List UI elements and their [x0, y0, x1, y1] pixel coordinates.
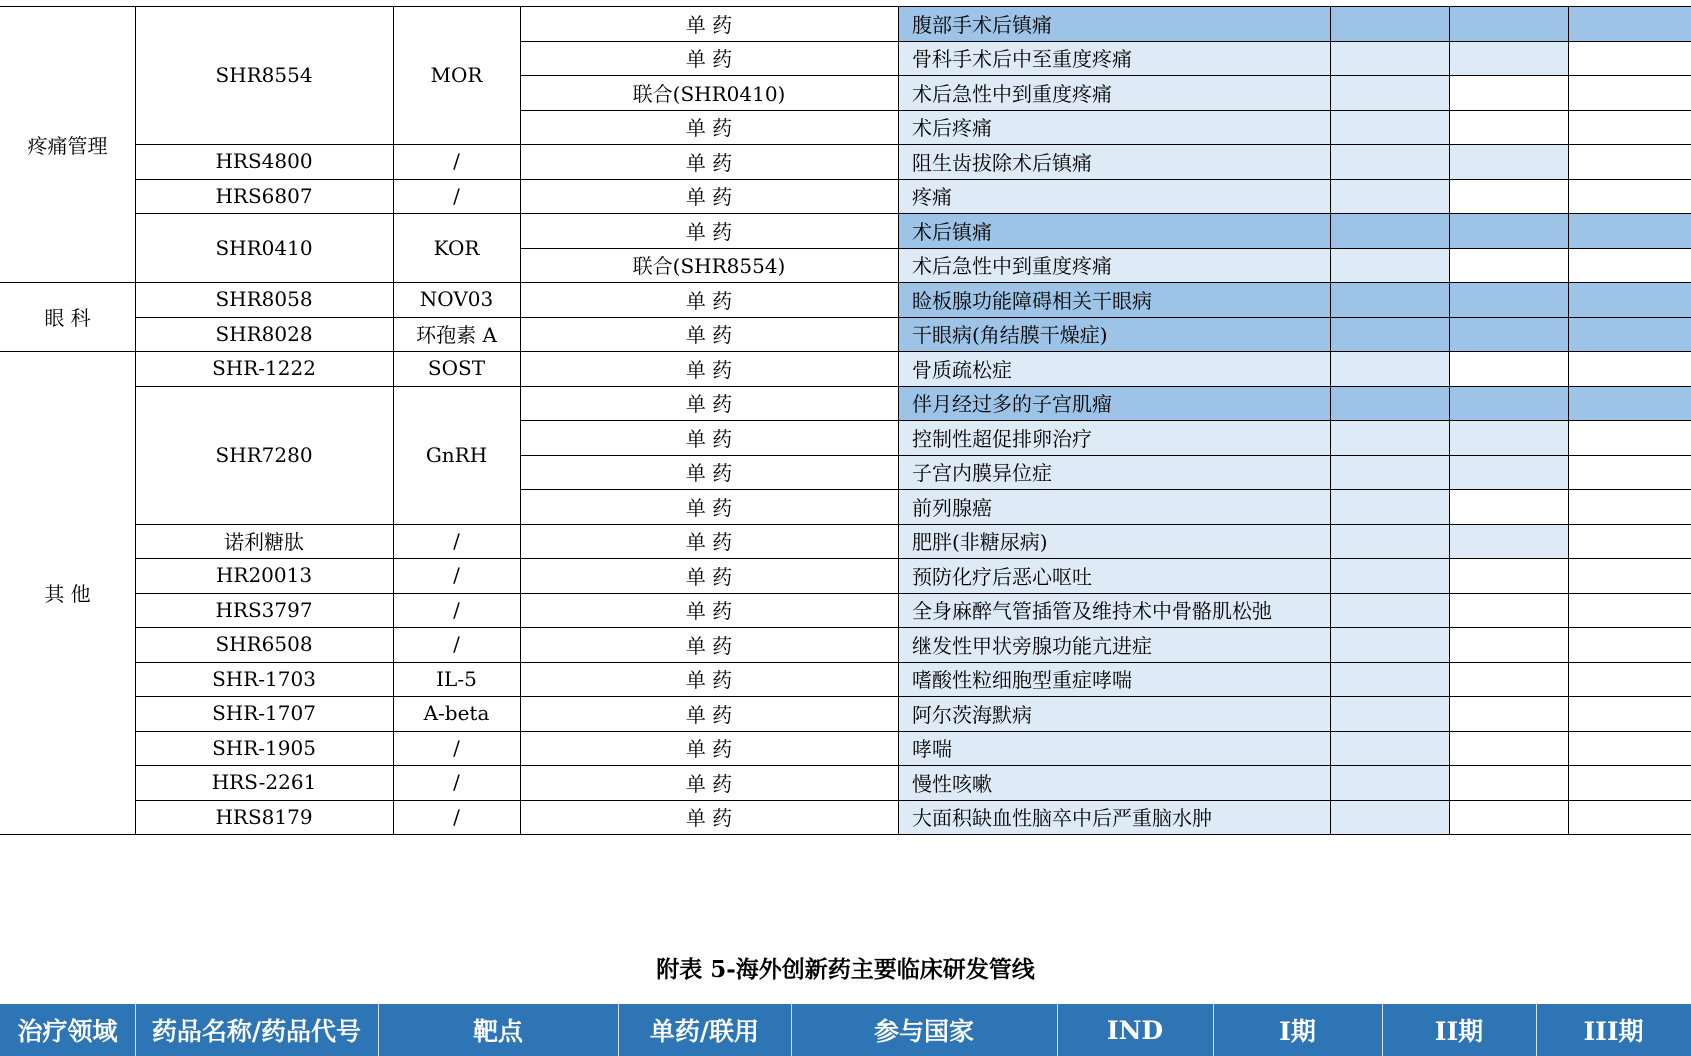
mode-cell: 单 药: [685, 564, 733, 589]
mode-cell: 联合(SHR8554): [632, 254, 786, 279]
therapy-area-cell: 眼 科: [44, 306, 91, 330]
indication-cell: 全身麻醉气管插管及维持术中骨骼肌松弛: [912, 599, 1272, 624]
drug-name-cell: SHR0410: [215, 235, 313, 260]
mode-cell: 单 药: [685, 530, 733, 555]
target-cell: /: [453, 183, 460, 208]
drug-name-cell: HRS4800: [215, 149, 313, 174]
header-divider: [791, 1004, 792, 1056]
target-cell: MOR: [430, 63, 483, 87]
mode-cell: 单 药: [685, 116, 733, 141]
indication-cell: 控制性超促排卵治疗: [912, 426, 1092, 451]
indication-cell: 阿尔茨海默病: [912, 702, 1032, 727]
drug-name-cell: SHR-1905: [212, 735, 316, 760]
mode-cell: 单 药: [685, 323, 733, 348]
indication-cell: 慢性咳嗽: [912, 771, 992, 796]
indication-cell: 嗜酸性粒细胞型重症哮喘: [912, 668, 1132, 693]
indication-cell: 术后急性中到重度疼痛: [912, 254, 1112, 279]
indication-cell: 干眼病(角结膜干燥症): [912, 323, 1108, 348]
header-divider: [1057, 1004, 1058, 1056]
header-cell: 药品名称/药品代号: [151, 1017, 362, 1046]
target-cell: /: [453, 735, 460, 760]
indication-cell: 术后镇痛: [912, 219, 992, 244]
mode-cell: 单 药: [685, 185, 733, 210]
mode-cell: 联合(SHR0410): [632, 81, 786, 106]
mode-cell: 单 药: [685, 47, 733, 72]
drug-name-cell: HRS-2261: [211, 770, 317, 795]
indication-cell: 子宫内膜异位症: [912, 461, 1052, 486]
mode-cell: 单 药: [685, 461, 733, 486]
target-cell: KOR: [433, 235, 480, 260]
target-cell: /: [453, 632, 460, 657]
indication-cell: 大面积缺血性脑卒中后严重脑水肿: [912, 806, 1212, 831]
target-cell: IL-5: [436, 666, 477, 691]
header-divider: [135, 1004, 136, 1056]
mode-cell: 单 药: [685, 219, 733, 244]
mode-cell: 单 药: [685, 426, 733, 451]
indication-cell: 伴月经过多的子宫肌瘤: [912, 392, 1112, 417]
header-divider: [1536, 1004, 1537, 1056]
target-cell: SOST: [427, 356, 486, 381]
drug-name-cell: SHR7280: [215, 442, 313, 467]
indication-cell: 前列腺癌: [912, 495, 992, 520]
mode-cell: 单 药: [685, 288, 733, 313]
header-cell: IND: [1106, 1015, 1164, 1045]
grid-line: [0, 834, 1691, 835]
target-cell: 环孢素 A: [416, 323, 497, 348]
therapy-area-cell: 其 他: [44, 582, 91, 606]
drug-name-cell: SHR-1222: [212, 356, 316, 381]
indication-cell: 术后疼痛: [912, 116, 992, 141]
indication-cell: 疼痛: [912, 185, 952, 210]
header-cell: 靶点: [472, 1017, 523, 1046]
header-divider: [378, 1004, 379, 1056]
indication-cell: 阻生齿拔除术后镇痛: [912, 150, 1092, 175]
mode-cell: 单 药: [685, 357, 733, 382]
indication-cell: 哮喘: [912, 737, 952, 762]
mode-cell: 单 药: [685, 737, 733, 762]
mode-cell: 单 药: [685, 599, 733, 624]
drug-name-cell: SHR-1707: [212, 701, 316, 726]
target-cell: /: [453, 770, 460, 795]
header-cell: 单药/联用: [649, 1017, 760, 1046]
mode-cell: 单 药: [685, 150, 733, 175]
mode-cell: 单 药: [685, 702, 733, 727]
overseas-pipeline-header-row: [0, 1004, 1691, 1056]
target-cell: /: [453, 528, 460, 553]
target-cell: /: [453, 149, 460, 174]
mode-cell: 单 药: [685, 392, 733, 417]
target-cell: A-beta: [423, 701, 490, 726]
grid-line: [1568, 6, 1569, 834]
mode-cell: 单 药: [685, 495, 733, 520]
header-cell: II期: [1434, 1017, 1484, 1046]
target-cell: /: [453, 563, 460, 588]
header-cell: I期: [1279, 1017, 1316, 1046]
header-cell: 参与国家: [873, 1017, 974, 1046]
header-divider: [1213, 1004, 1214, 1056]
target-cell: /: [453, 804, 460, 829]
indication-cell: 骨质疏松症: [912, 357, 1012, 382]
indication-cell: 继发性甲状旁腺功能亢进症: [912, 633, 1152, 658]
header-divider: [1382, 1004, 1383, 1056]
indication-cell: 骨科手术后中至重度疼痛: [912, 47, 1132, 72]
drug-name-cell: SHR8028: [215, 321, 313, 346]
mode-cell: 单 药: [685, 633, 733, 658]
table-caption: 附表 5-海外创新药主要临床研发管线: [656, 956, 1035, 983]
drug-name-cell: HRS8179: [215, 804, 313, 829]
indication-cell: 预防化疗后恶心呕吐: [912, 564, 1092, 589]
therapy-area-cell: 疼痛管理: [27, 133, 108, 158]
indication-cell: 睑板腺功能障碍相关干眼病: [912, 288, 1152, 313]
indication-cell: 肥胖(非糖尿病): [912, 530, 1048, 555]
indication-cell: 术后急性中到重度疼痛: [912, 81, 1112, 106]
drug-name-cell: HRS6807: [215, 183, 313, 208]
header-cell: 治疗领域: [17, 1017, 118, 1046]
drug-name-cell: HR20013: [215, 563, 313, 588]
drug-name-cell: 诺利糖肽: [224, 530, 304, 555]
mode-cell: 单 药: [685, 12, 733, 37]
mode-cell: 单 药: [685, 806, 733, 831]
drug-name-cell: SHR8058: [215, 287, 313, 312]
mode-cell: 单 药: [685, 771, 733, 796]
header-divider: [618, 1004, 619, 1056]
mode-cell: 单 药: [685, 668, 733, 693]
header-cell: III期: [1583, 1017, 1644, 1046]
drug-name-cell: SHR-1703: [212, 666, 316, 691]
target-cell: GnRH: [425, 442, 488, 467]
target-cell: NOV03: [419, 287, 494, 312]
drug-name-cell: HRS3797: [215, 597, 313, 622]
drug-name-cell: SHR6508: [215, 632, 313, 657]
target-cell: /: [453, 597, 460, 622]
indication-cell: 腹部手术后镇痛: [912, 12, 1052, 37]
drug-name-cell: SHR8554: [215, 63, 313, 87]
